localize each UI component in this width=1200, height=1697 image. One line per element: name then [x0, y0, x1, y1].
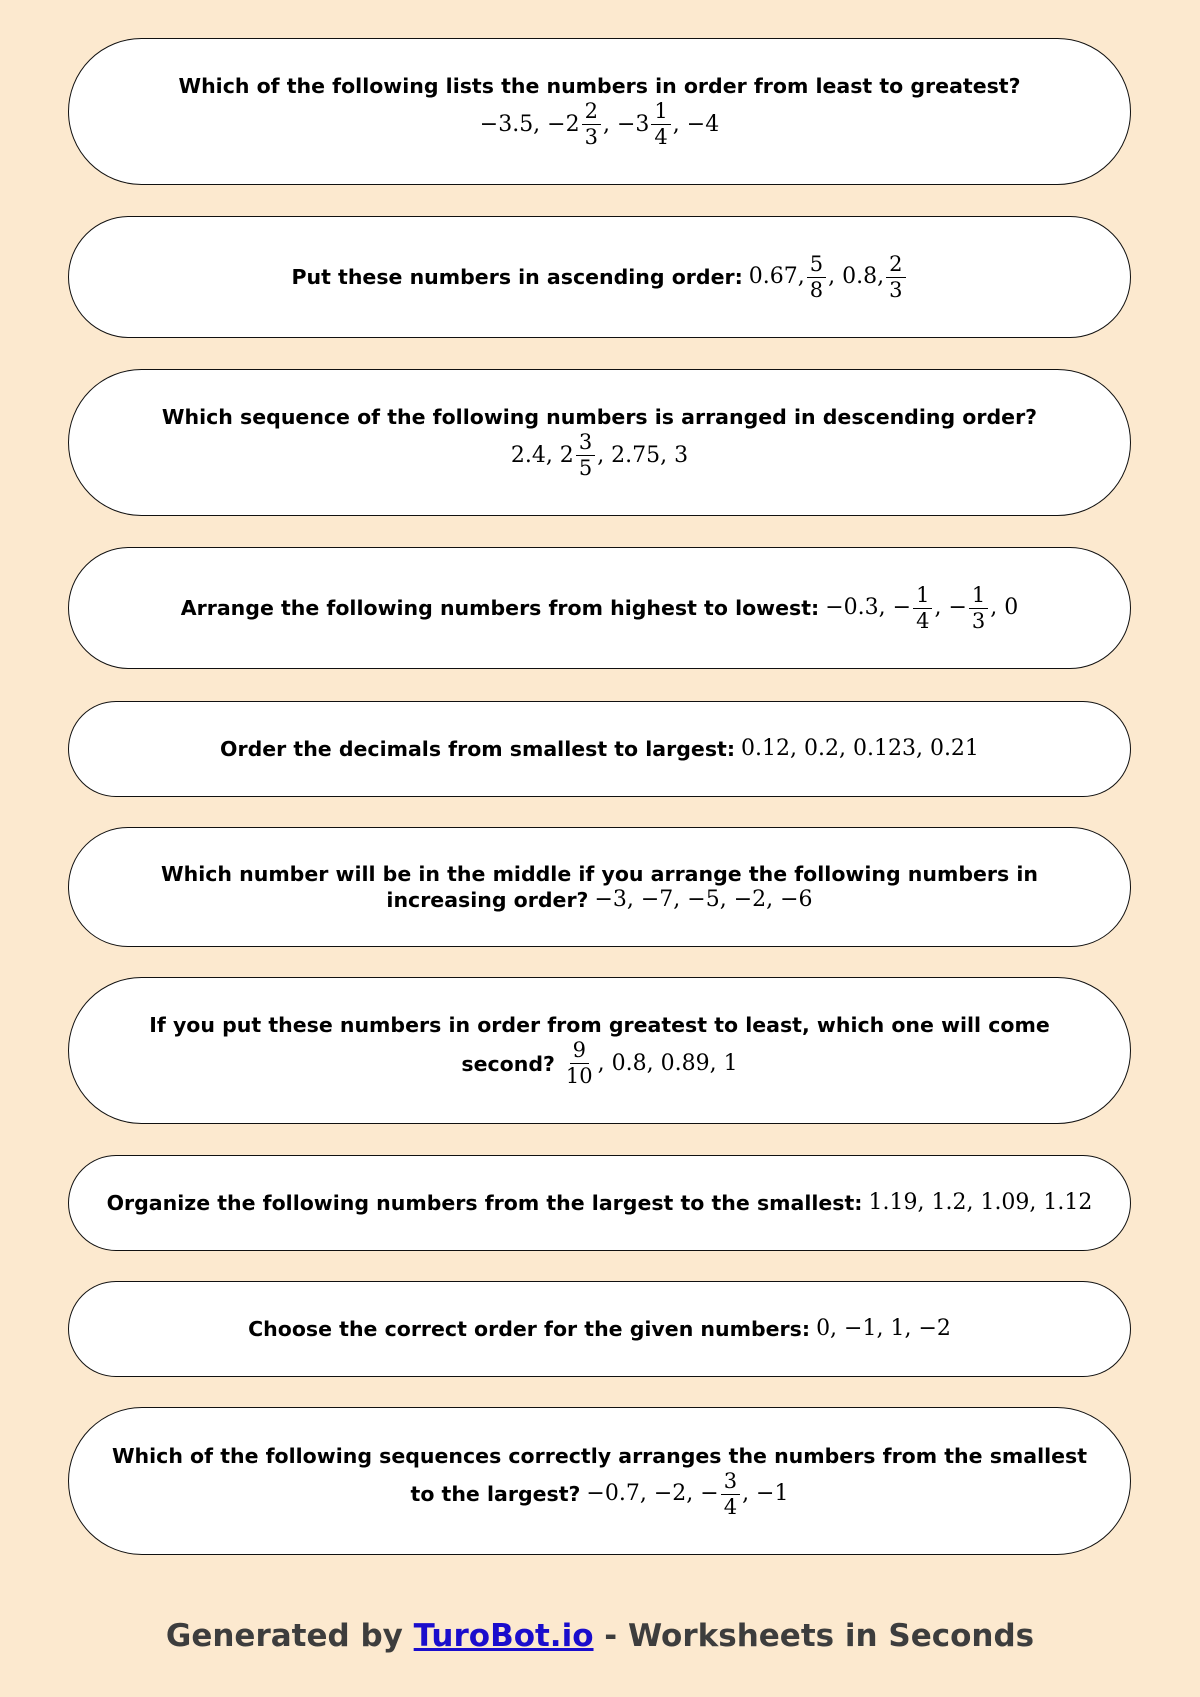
math-term: 0.12, 0.2, 0.123, 0.21: [741, 736, 979, 761]
math-term: , −3: [602, 111, 650, 137]
question-card-10: [68, 1407, 1131, 1555]
question-line: [291, 252, 907, 303]
fraction-denominator: 3: [889, 277, 903, 302]
question-text: [161, 861, 1038, 913]
fraction-numerator: 1: [651, 99, 670, 125]
question-prompt: Order the decimals from smallest to largest:: [220, 737, 736, 761]
question-line: [112, 1469, 1087, 1520]
fraction-numerator: 1: [913, 583, 932, 609]
question-text: [220, 736, 979, 762]
question-text: [181, 583, 1018, 634]
math-term: 1.19, 1.2, 1.09, 1.12: [868, 1190, 1093, 1215]
question-prompt: Which of the following sequences correctly arranges the numbers from the smallest: [111, 1443, 1088, 1468]
math-term: 0.67,: [748, 264, 805, 289]
math-term: , −1: [742, 1481, 789, 1506]
fraction-denominator: 10: [565, 1064, 593, 1088]
question-prompt-continued: to the largest?: [410, 1482, 581, 1506]
fraction: [886, 252, 905, 303]
question-prompt: Which of the following lists the numbers in order from least to greatest?: [178, 74, 1021, 98]
math-term: −0.3, −: [825, 595, 912, 620]
fraction: [913, 583, 932, 634]
question-line: [112, 1443, 1087, 1469]
question-line: [162, 404, 1037, 430]
question-line: [149, 1012, 1049, 1038]
math-expression: [511, 430, 688, 481]
math-expression: [594, 887, 812, 913]
fraction-denominator: 4: [916, 608, 930, 633]
fraction-denominator: 4: [654, 125, 668, 149]
math-term: −3.5, −2: [479, 111, 580, 137]
fraction: [721, 1469, 740, 1520]
question-line: [220, 736, 979, 762]
question-card-9: [68, 1281, 1131, 1377]
math-expression: [825, 583, 1018, 634]
question-card-4: [68, 547, 1131, 669]
fraction-denominator: 3: [971, 608, 986, 633]
question-prompt: Organize the following numbers from the largest to the smallest:: [106, 1191, 863, 1215]
question-prompt: If you put these numbers in order from greatest to least, which one will come: [149, 1013, 1050, 1037]
question-line: [149, 1038, 1049, 1089]
fraction-denominator: 5: [578, 456, 593, 480]
question-card-3: [68, 369, 1131, 516]
fraction-denominator: 3: [584, 125, 598, 149]
math-term: , −: [934, 595, 967, 620]
footer-prefix: Generated by: [165, 1618, 414, 1654]
question-numbers: [178, 99, 1020, 150]
math-expression: [561, 1038, 738, 1089]
math-term: , 2.75, 3: [597, 442, 689, 468]
math-term: −3, −7, −5, −2, −6: [594, 887, 813, 912]
math-term: , 0: [990, 595, 1019, 620]
fraction-numerator: 2: [886, 252, 905, 278]
fraction: [651, 99, 670, 150]
footer-suffix: - Worksheets in Seconds: [593, 1618, 1035, 1654]
fraction-denominator: 4: [723, 1494, 738, 1519]
math-expression: [586, 1469, 788, 1520]
question-line: [181, 583, 1018, 634]
question-prompt: Choose the correct order for the given numbers:: [248, 1317, 811, 1341]
question-line: [178, 73, 1020, 99]
question-text: [107, 1190, 1093, 1216]
fraction: [576, 430, 595, 481]
turobot-link[interactable]: TuroBot.io: [413, 1618, 594, 1654]
math-term: , −4: [672, 111, 720, 137]
math-expression: [741, 736, 979, 762]
question-numbers: [162, 430, 1037, 481]
footer: [0, 1618, 1200, 1654]
fraction-numerator: 2: [582, 99, 601, 125]
math-expression: [749, 252, 908, 303]
question-card-6: [68, 827, 1131, 947]
question-line: [161, 887, 1038, 913]
math-term: , 0.8,: [828, 264, 885, 289]
math-expression: [816, 1316, 951, 1342]
fraction-numerator: 3: [721, 1469, 740, 1495]
math-term: 2.4, 2: [510, 442, 574, 468]
question-text: [178, 73, 1020, 150]
question-prompt: Which sequence of the following numbers is arranged in descending order?: [161, 405, 1038, 429]
math-term: −0.7, −2, −: [586, 1481, 719, 1506]
fraction-numerator: 9: [570, 1038, 589, 1064]
question-prompt: Arrange the following numbers from highest to lowest:: [180, 596, 820, 620]
fraction-numerator: 1: [969, 583, 988, 609]
question-card-5: [68, 701, 1131, 797]
question-prompt: Which number will be in the middle if you arrange the following numbers in: [161, 862, 1038, 886]
fraction: [807, 252, 826, 303]
question-prompt-continued: increasing order?: [386, 888, 589, 912]
question-card-8: [68, 1155, 1131, 1251]
fraction-numerator: 5: [807, 252, 826, 278]
fraction-denominator: 8: [809, 277, 824, 302]
question-card-2: [68, 216, 1131, 338]
math-term: 0, −1, 1, −2: [816, 1316, 951, 1341]
math-expression: [869, 1190, 1093, 1216]
question-text: [112, 1443, 1087, 1520]
question-card-1: [68, 38, 1131, 185]
question-text: [149, 1012, 1049, 1089]
question-text: [162, 404, 1037, 481]
question-line: [248, 1316, 951, 1342]
question-prompt: Put these numbers in ascending order:: [291, 265, 743, 289]
question-text: [248, 1316, 951, 1342]
question-card-7: [68, 977, 1131, 1124]
question-prompt-continued: second?: [461, 1051, 555, 1076]
fraction: [582, 99, 601, 150]
question-line: [161, 861, 1038, 887]
fraction: [969, 583, 988, 634]
fraction: [563, 1038, 596, 1089]
math-expression: [480, 99, 719, 150]
fraction-numerator: 3: [576, 430, 595, 456]
question-line: [107, 1190, 1093, 1216]
question-text: [291, 252, 907, 303]
math-term: , 0.8, 0.89, 1: [597, 1050, 738, 1076]
